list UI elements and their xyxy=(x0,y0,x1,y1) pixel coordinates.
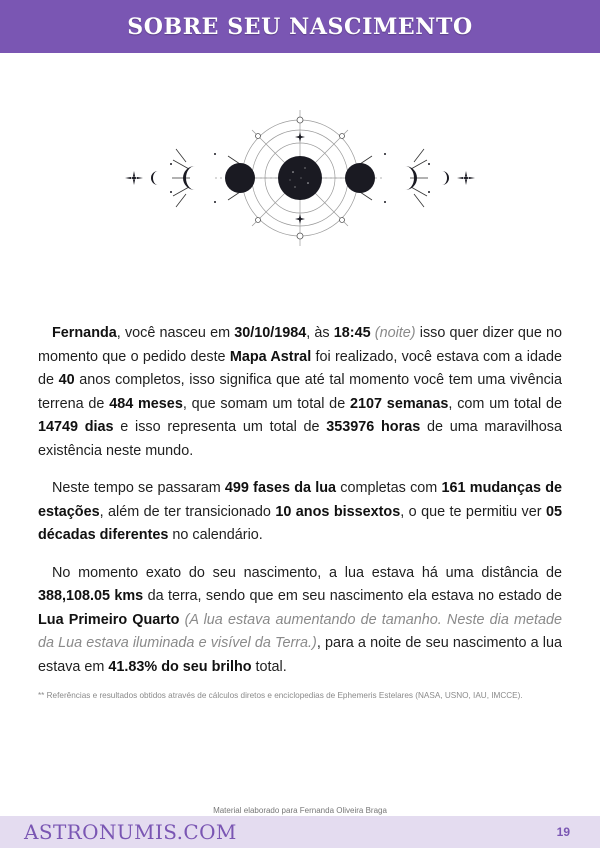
star-top-icon xyxy=(295,132,305,142)
prepared-for-credit: Material elaborado para Fernanda Oliveira Braga xyxy=(213,806,387,815)
gibbous-moon-left-icon xyxy=(225,163,255,193)
leap-years-count: 10 anos bissextos xyxy=(275,503,401,520)
paragraph-moon: No momento exato do seu nascimento, a lua estava há uma distância de 388,108.05 kms da terra, sendo que em seu nascimento ela estava no estado de Lua Primeiro Quarto (A lua estava aumentando de tamanho. Neste dia metade da Lua estava iluminada e visível da Terra.), para a noite de seu nascimento a lua estava em 41.83% do seu brilho total. xyxy=(38,564,563,675)
birth-time: 18:45 xyxy=(333,325,371,341)
product-name: Mapa Astral xyxy=(229,348,312,365)
page-footer xyxy=(0,816,600,848)
moon-distance: 388,108.05 kms xyxy=(38,588,144,604)
small-crescent-right-icon xyxy=(442,171,449,185)
total-months: 484 meses xyxy=(109,395,183,412)
page-number: 19 xyxy=(556,825,570,839)
page-title: SOBRE SEU NASCIMENTO xyxy=(127,13,473,40)
footnote: ** Referências e resultados obtidos através de cálculos diretos e enciclopedias de Ephemeris Estelares (NASA, USNO, IAU, IMCCE). xyxy=(38,691,523,700)
moon-state: Lua Primeiro Quarto xyxy=(38,611,180,628)
paragraph-cycles: Neste tempo se passaram 499 fases da lua completas com 161 mudanças de estações, além de ter transicionado 10 anos bissextos, o que te permitiu ver 05 décadas diferentes no calendário. xyxy=(38,480,562,543)
paragraph-age: Fernanda, você nasceu em 30/10/1984, às 18:45 (noite) isso quer dizer que no momento que o pedido deste Mapa Astral foi realizado, você estava com a idade de 40 anos completos, isso significa que até tal momento você tem uma vivência terrena de 484 meses, que somam um total de 2107 semanas, com um total de 14749 dias e isso representa um total de 353976 horas de uma maravilhosa existência neste mundo. xyxy=(38,325,562,459)
moon-phases-illustration xyxy=(115,108,485,248)
total-hours: 353976 horas xyxy=(326,419,421,435)
season-changes-count: 161 mudanças de estações xyxy=(38,480,562,520)
star-bottom-icon xyxy=(295,214,305,224)
sparkle-left-icon xyxy=(125,171,143,185)
moon-brightness: 41.83% do seu brilho xyxy=(108,658,252,675)
person-name: Fernanda xyxy=(52,325,117,341)
page-header xyxy=(0,0,600,53)
gibbous-moon-right-icon xyxy=(345,163,375,193)
period-of-day: (noite) xyxy=(374,325,416,341)
birth-summary-text xyxy=(38,322,562,693)
small-crescent-left-icon xyxy=(151,171,158,185)
total-weeks: 2107 semanas xyxy=(350,395,449,412)
sparkle-right-icon xyxy=(457,171,475,185)
moon-phases-count: 499 fases da lua xyxy=(224,480,337,496)
birth-date: 30/10/1984 xyxy=(234,325,307,341)
full-moon-icon xyxy=(278,156,322,200)
moon-state-note: (A lua estava aumentando de tamanho. Neste dia metade da Lua estava iluminada e visível da Terra.) xyxy=(38,611,563,651)
decades-count: 05 décadas diferentes xyxy=(38,503,562,543)
age-years: 40 xyxy=(58,372,75,388)
brand-logo: ASTRONUMIS.COM xyxy=(24,820,237,844)
total-days: 14749 dias xyxy=(38,419,114,435)
